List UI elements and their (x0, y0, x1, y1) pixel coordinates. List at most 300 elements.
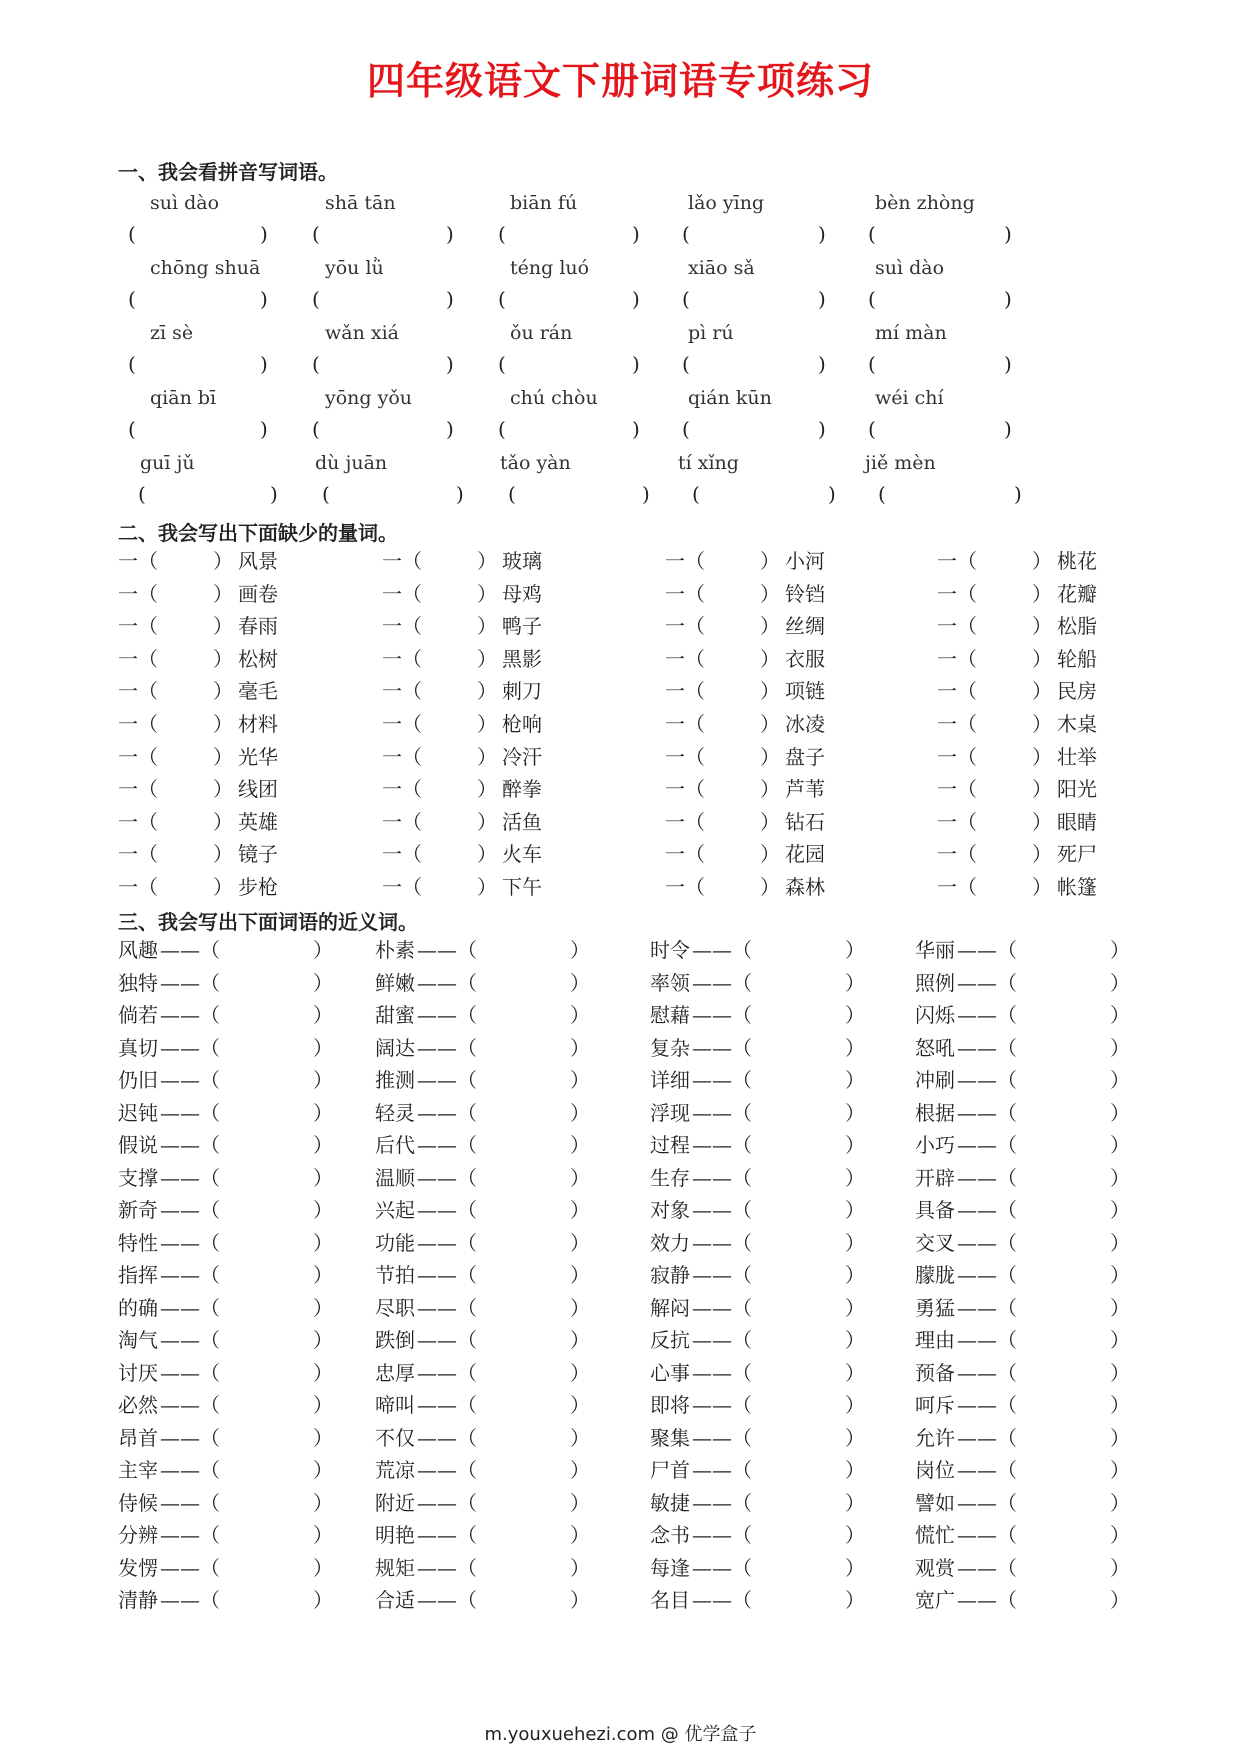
answer-open-paren: ( (498, 352, 506, 376)
synonym-close-paren: ） (570, 1165, 590, 1190)
synonym-word: 心事 (650, 1360, 690, 1385)
measure-noun: 花园 (785, 842, 825, 867)
synonym-dash: ——（ (957, 1198, 1017, 1222)
answer-row (0, 414, 1241, 444)
synonym-dash: ——（ (692, 1003, 752, 1027)
synonym-word: 华丽 (915, 938, 955, 962)
answer-open-paren: ( (128, 287, 136, 311)
measure-prefix: 一（ (118, 581, 158, 606)
pinyin-row (0, 253, 1241, 283)
synonym-word: 具备 (915, 1198, 955, 1222)
pinyin-prompt: suì dào (150, 192, 220, 214)
synonym-close-paren: ） (1110, 1263, 1130, 1287)
measure-close-paren: ） (477, 777, 497, 802)
synonym-word: 清静 (118, 1588, 158, 1612)
answer-close-paren: ) (446, 417, 454, 441)
measure-row (0, 611, 1241, 641)
measure-noun: 帐篷 (1057, 875, 1097, 899)
synonym-close-paren: ） (570, 1035, 590, 1060)
synonym-dash: ——（ (417, 1458, 477, 1482)
synonym-word: 朦胧 (915, 1263, 955, 1287)
measure-row (0, 709, 1241, 739)
measure-close-paren: ） (477, 581, 497, 606)
synonym-word: 预备 (915, 1360, 955, 1385)
measure-close-paren: ） (213, 809, 233, 834)
pinyin-prompt: shā tān (325, 192, 396, 214)
measure-noun: 钻石 (785, 809, 825, 834)
synonym-close-paren: ） (1110, 938, 1130, 962)
pinyin-prompt: mí màn (875, 322, 947, 344)
pinyin-row (0, 383, 1241, 413)
synonym-word: 支撑 (118, 1165, 158, 1190)
measure-noun: 毫毛 (238, 679, 278, 704)
measure-prefix: 一（ (665, 646, 705, 671)
measure-row (0, 579, 1241, 609)
synonym-row (0, 935, 1241, 965)
synonym-word: 节拍 (375, 1263, 415, 1287)
synonym-close-paren: ） (1110, 1100, 1130, 1125)
pinyin-prompt: jiě mèn (865, 452, 936, 474)
measure-close-paren: ） (760, 679, 780, 704)
answer-open-paren: ( (682, 222, 690, 246)
measure-noun: 刺刀 (502, 679, 542, 704)
synonym-word: 主宰 (118, 1458, 158, 1482)
synonym-dash: ——（ (417, 1490, 477, 1515)
answer-close-paren: ) (632, 352, 640, 376)
synonym-word: 怒吼 (915, 1035, 955, 1060)
synonym-word: 合适 (375, 1588, 415, 1612)
synonym-close-paren: ） (313, 1003, 333, 1027)
synonym-word: 新奇 (118, 1198, 158, 1222)
synonym-dash: ——（ (417, 1035, 477, 1060)
synonym-close-paren: ） (313, 1458, 333, 1482)
synonym-dash: ——（ (957, 1523, 1017, 1547)
answer-row (0, 479, 1241, 509)
answer-close-paren: ) (260, 417, 268, 441)
synonym-dash: ——（ (692, 938, 752, 962)
synonym-dash: ——（ (957, 1068, 1017, 1092)
answer-open-paren: ( (868, 417, 876, 441)
synonym-dash: ——（ (692, 1360, 752, 1385)
footer-watermark: m.youxuehezi.com @ 优学盒子 (484, 1724, 757, 1745)
synonym-word: 啼叫 (375, 1393, 415, 1417)
synonym-word: 明艳 (375, 1523, 415, 1547)
measure-prefix: 一（ (665, 809, 705, 834)
answer-open-paren: ( (868, 287, 876, 311)
measure-close-paren: ） (213, 744, 233, 769)
measure-prefix: 一（ (937, 875, 977, 899)
synonym-row (0, 1585, 1241, 1615)
measure-close-paren: ） (477, 744, 497, 769)
pinyin-prompt: yōu lǜ (325, 257, 384, 279)
measure-noun: 松树 (238, 646, 278, 671)
synonym-row (0, 1033, 1241, 1063)
synonym-word: 特性 (118, 1230, 158, 1255)
measure-close-paren: ） (760, 712, 780, 736)
synonym-dash: ——（ (160, 938, 220, 962)
synonym-close-paren: ） (313, 1555, 333, 1580)
synonym-dash: ——（ (417, 1165, 477, 1190)
measure-prefix: 一（ (382, 809, 422, 834)
synonym-word: 名目 (650, 1588, 690, 1612)
synonym-close-paren: ） (1110, 1458, 1130, 1482)
synonym-close-paren: ） (1110, 1198, 1130, 1222)
measure-prefix: 一（ (665, 777, 705, 802)
synonym-close-paren: ） (845, 938, 865, 962)
measure-close-paren: ） (477, 712, 497, 736)
pinyin-prompt: wǎn xiá (325, 322, 399, 344)
measure-prefix: 一（ (382, 744, 422, 769)
synonym-dash: ——（ (160, 1230, 220, 1255)
measure-noun: 芦苇 (785, 777, 825, 802)
synonym-word: 根据 (915, 1100, 955, 1125)
measure-noun: 铃铛 (785, 581, 825, 606)
synonym-dash: ——（ (417, 1360, 477, 1385)
synonym-close-paren: ） (1110, 1328, 1130, 1352)
pinyin-prompt: qián kūn (688, 387, 772, 409)
synonym-word: 推测 (375, 1068, 415, 1092)
page-title: 四年级语文下册词语专项练习 (366, 58, 874, 103)
synonym-close-paren: ） (845, 1133, 865, 1157)
measure-prefix: 一（ (665, 679, 705, 704)
measure-noun: 小河 (785, 549, 825, 573)
synonym-close-paren: ） (570, 1458, 590, 1482)
pinyin-prompt: yōng yǒu (325, 387, 413, 409)
synonym-dash: ——（ (160, 1393, 220, 1417)
synonym-row (0, 1000, 1241, 1030)
measure-prefix: 一（ (937, 744, 977, 769)
synonym-dash: ——（ (160, 970, 220, 995)
synonym-dash: ——（ (957, 1295, 1017, 1320)
answer-open-paren: ( (692, 482, 700, 506)
answer-close-paren: ) (818, 222, 826, 246)
synonym-dash: ——（ (957, 1003, 1017, 1027)
measure-noun: 火车 (502, 842, 542, 867)
synonym-close-paren: ） (1110, 1035, 1130, 1060)
synonym-dash: ——（ (160, 1588, 220, 1612)
answer-open-paren: ( (138, 482, 146, 506)
synonym-word: 尸首 (650, 1458, 690, 1482)
measure-prefix: 一（ (382, 581, 422, 606)
measure-prefix: 一（ (382, 646, 422, 671)
answer-close-paren: ) (446, 352, 454, 376)
synonym-close-paren: ） (845, 1165, 865, 1190)
synonym-close-paren: ） (570, 1490, 590, 1515)
measure-prefix: 一（ (382, 842, 422, 867)
synonym-dash: ——（ (160, 1523, 220, 1547)
synonym-close-paren: ） (1110, 970, 1130, 995)
answer-close-paren: ) (818, 417, 826, 441)
answer-open-paren: ( (312, 352, 320, 376)
synonym-row (0, 1423, 1241, 1453)
synonym-close-paren: ） (570, 1068, 590, 1092)
synonym-dash: ——（ (160, 1035, 220, 1060)
measure-close-paren: ） (1032, 744, 1052, 769)
synonym-close-paren: ） (313, 1295, 333, 1320)
synonym-close-paren: ） (313, 1100, 333, 1125)
synonym-close-paren: ） (313, 938, 333, 962)
synonym-close-paren: ） (1110, 1523, 1130, 1547)
synonym-word: 反抗 (650, 1328, 690, 1352)
synonym-close-paren: ） (845, 1555, 865, 1580)
measure-close-paren: ） (1032, 842, 1052, 867)
measure-noun: 风景 (238, 549, 278, 573)
synonym-word: 侍候 (118, 1490, 158, 1515)
measure-close-paren: ） (213, 712, 233, 736)
synonym-dash: ——（ (417, 1003, 477, 1027)
synonym-dash: ——（ (957, 1588, 1017, 1612)
measure-noun: 民房 (1057, 679, 1097, 704)
synonym-close-paren: ） (570, 1133, 590, 1157)
synonym-close-paren: ） (845, 1035, 865, 1060)
synonym-word: 阔达 (375, 1035, 415, 1060)
measure-noun: 玻璃 (502, 549, 542, 573)
synonym-word: 复杂 (650, 1035, 690, 1060)
measure-prefix: 一（ (118, 744, 158, 769)
synonym-dash: ——（ (692, 1328, 752, 1352)
answer-close-paren: ) (1004, 417, 1012, 441)
synonym-word: 过程 (650, 1133, 690, 1157)
measure-noun: 松脂 (1057, 614, 1097, 639)
synonym-close-paren: ） (313, 1393, 333, 1417)
answer-open-paren: ( (498, 222, 506, 246)
synonym-word: 独特 (118, 970, 158, 995)
synonym-close-paren: ） (1110, 1588, 1130, 1612)
synonym-word: 淘气 (118, 1328, 158, 1352)
pinyin-prompt: biān fú (510, 192, 578, 214)
synonym-word: 照例 (915, 970, 955, 995)
synonym-word: 岗位 (915, 1458, 955, 1482)
synonym-dash: ——（ (957, 1555, 1017, 1580)
synonym-row (0, 1553, 1241, 1583)
measure-close-paren: ） (477, 875, 497, 899)
answer-open-paren: ( (878, 482, 886, 506)
measure-close-paren: ） (760, 809, 780, 834)
synonym-close-paren: ） (1110, 1295, 1130, 1320)
measure-noun: 材料 (238, 712, 278, 736)
measure-close-paren: ） (477, 614, 497, 639)
answer-open-paren: ( (868, 352, 876, 376)
synonym-dash: ——（ (692, 1068, 752, 1092)
synonym-close-paren: ） (313, 1425, 333, 1450)
synonym-word: 兴起 (375, 1198, 415, 1222)
synonym-dash: ——（ (160, 1198, 220, 1222)
synonym-close-paren: ） (313, 1230, 333, 1255)
answer-open-paren: ( (128, 352, 136, 376)
synonym-dash: ——（ (160, 1263, 220, 1287)
synonym-dash: ——（ (957, 1360, 1017, 1385)
synonym-close-paren: ） (570, 1523, 590, 1547)
measure-prefix: 一（ (382, 777, 422, 802)
synonym-word: 温顺 (375, 1165, 415, 1190)
measure-prefix: 一（ (937, 777, 977, 802)
synonym-word: 时令 (650, 938, 690, 962)
synonym-word: 功能 (375, 1230, 415, 1255)
answer-row (0, 219, 1241, 249)
answer-row (0, 284, 1241, 314)
synonym-dash: ——（ (692, 1133, 752, 1157)
synonym-row (0, 1488, 1241, 1518)
pinyin-prompt: wéi chí (875, 387, 944, 409)
synonym-close-paren: ） (1110, 1360, 1130, 1385)
synonym-dash: ——（ (692, 1230, 752, 1255)
synonym-word: 譬如 (915, 1490, 955, 1515)
synonym-close-paren: ） (313, 1198, 333, 1222)
measure-close-paren: ） (477, 842, 497, 867)
measure-prefix: 一（ (382, 679, 422, 704)
synonym-dash: ——（ (692, 1035, 752, 1060)
measure-noun: 下午 (502, 875, 542, 899)
synonym-word: 甜蜜 (375, 1003, 415, 1027)
synonym-dash: ——（ (417, 1100, 477, 1125)
measure-row (0, 742, 1241, 772)
synonym-close-paren: ） (313, 1035, 333, 1060)
synonym-dash: ——（ (957, 1490, 1017, 1515)
synonym-close-paren: ） (845, 1490, 865, 1515)
synonym-close-paren: ） (570, 1263, 590, 1287)
synonym-close-paren: ） (845, 1360, 865, 1385)
measure-close-paren: ） (760, 744, 780, 769)
answer-open-paren: ( (322, 482, 330, 506)
synonym-word: 闪烁 (915, 1003, 955, 1027)
synonym-dash: ——（ (160, 1328, 220, 1352)
synonym-word: 理由 (915, 1328, 955, 1352)
measure-row (0, 839, 1241, 869)
measure-close-paren: ） (760, 646, 780, 671)
synonym-word: 敏捷 (650, 1490, 690, 1515)
synonym-word: 后代 (375, 1133, 415, 1157)
pinyin-prompt: tí xǐng (678, 452, 739, 474)
measure-noun: 英雄 (238, 809, 278, 834)
measure-noun: 活鱼 (502, 809, 542, 834)
synonym-dash: ——（ (417, 1555, 477, 1580)
synonym-dash: ——（ (957, 1328, 1017, 1352)
synonym-word: 冲刷 (915, 1068, 955, 1092)
measure-prefix: 一（ (937, 842, 977, 867)
measure-prefix: 一（ (937, 646, 977, 671)
measure-close-paren: ） (477, 646, 497, 671)
measure-close-paren: ） (213, 581, 233, 606)
synonym-close-paren: ） (1110, 1393, 1130, 1417)
answer-open-paren: ( (868, 222, 876, 246)
measure-close-paren: ） (213, 614, 233, 639)
measure-prefix: 一（ (665, 712, 705, 736)
measure-prefix: 一（ (937, 712, 977, 736)
synonym-dash: ——（ (417, 1425, 477, 1450)
measure-close-paren: ） (1032, 646, 1052, 671)
synonym-close-paren: ） (1110, 1555, 1130, 1580)
synonym-dash: ——（ (692, 1295, 752, 1320)
synonym-dash: ——（ (692, 1425, 752, 1450)
synonym-word: 浮现 (650, 1100, 690, 1125)
synonym-word: 昂首 (118, 1425, 158, 1450)
measure-prefix: 一（ (118, 614, 158, 639)
answer-close-paren: ) (270, 482, 278, 506)
pinyin-prompt: bèn zhòng (875, 192, 975, 214)
synonym-close-paren: ） (845, 1100, 865, 1125)
answer-close-paren: ) (632, 222, 640, 246)
measure-close-paren: ） (213, 777, 233, 802)
synonym-close-paren: ） (845, 970, 865, 995)
synonym-row (0, 1195, 1241, 1225)
measure-close-paren: ） (1032, 679, 1052, 704)
measure-prefix: 一（ (937, 581, 977, 606)
synonym-dash: ——（ (417, 1523, 477, 1547)
synonym-word: 开辟 (915, 1165, 955, 1190)
synonym-close-paren: ） (570, 970, 590, 995)
synonym-row (0, 1098, 1241, 1128)
synonym-close-paren: ） (845, 1393, 865, 1417)
measure-row (0, 807, 1241, 837)
synonym-dash: ——（ (160, 1003, 220, 1027)
synonym-close-paren: ） (313, 1490, 333, 1515)
measure-noun: 步枪 (238, 875, 278, 899)
measure-noun: 冷汗 (502, 744, 542, 769)
pinyin-prompt: tǎo yàn (500, 452, 571, 474)
synonym-close-paren: ） (570, 1100, 590, 1125)
synonym-close-paren: ） (313, 1588, 333, 1612)
answer-open-paren: ( (312, 417, 320, 441)
section3-heading: 三、我会写出下面词语的近义词。 (118, 910, 418, 934)
synonym-word: 效力 (650, 1230, 690, 1255)
synonym-word: 仍旧 (118, 1068, 158, 1092)
pinyin-prompt: lǎo yīng (688, 192, 765, 214)
synonym-word: 跌倒 (375, 1328, 415, 1352)
answer-close-paren: ) (260, 287, 268, 311)
synonym-dash: ——（ (692, 1165, 752, 1190)
synonym-row (0, 1065, 1241, 1095)
synonym-dash: ——（ (692, 1458, 752, 1482)
answer-close-paren: ) (446, 287, 454, 311)
synonym-dash: ——（ (692, 1490, 752, 1515)
synonym-dash: ——（ (692, 1588, 752, 1612)
measure-noun: 项链 (785, 679, 825, 704)
synonym-dash: ——（ (160, 1133, 220, 1157)
synonym-word: 每逢 (650, 1555, 690, 1580)
synonym-close-paren: ） (845, 1263, 865, 1287)
answer-close-paren: ) (260, 222, 268, 246)
synonym-close-paren: ） (845, 1230, 865, 1255)
answer-close-paren: ) (632, 287, 640, 311)
synonym-close-paren: ） (570, 1295, 590, 1320)
synonym-word: 轻灵 (375, 1100, 415, 1125)
synonym-word: 分辨 (118, 1523, 158, 1547)
synonym-word: 讨厌 (118, 1360, 158, 1385)
synonym-dash: ——（ (417, 938, 477, 962)
measure-row (0, 774, 1241, 804)
pinyin-row (0, 188, 1241, 218)
synonym-dash: ——（ (957, 1100, 1017, 1125)
measure-noun: 春雨 (238, 614, 278, 639)
answer-close-paren: ) (642, 482, 650, 506)
synonym-word: 呵斥 (915, 1393, 955, 1417)
measure-close-paren: ） (760, 842, 780, 867)
synonym-dash: ——（ (160, 1425, 220, 1450)
synonym-dash: ——（ (417, 1230, 477, 1255)
measure-prefix: 一（ (665, 581, 705, 606)
synonym-dash: ——（ (417, 1068, 477, 1092)
synonym-word: 假说 (118, 1133, 158, 1157)
measure-noun: 母鸡 (502, 581, 542, 606)
pinyin-prompt: chōng shuā (150, 257, 261, 279)
synonym-word: 率领 (650, 970, 690, 995)
synonym-word: 倘若 (118, 1003, 158, 1027)
synonym-close-paren: ） (313, 1360, 333, 1385)
synonym-word: 即将 (650, 1393, 690, 1417)
synonym-dash: ——（ (957, 1393, 1017, 1417)
synonym-close-paren: ） (313, 970, 333, 995)
synonym-word: 必然 (118, 1393, 158, 1417)
